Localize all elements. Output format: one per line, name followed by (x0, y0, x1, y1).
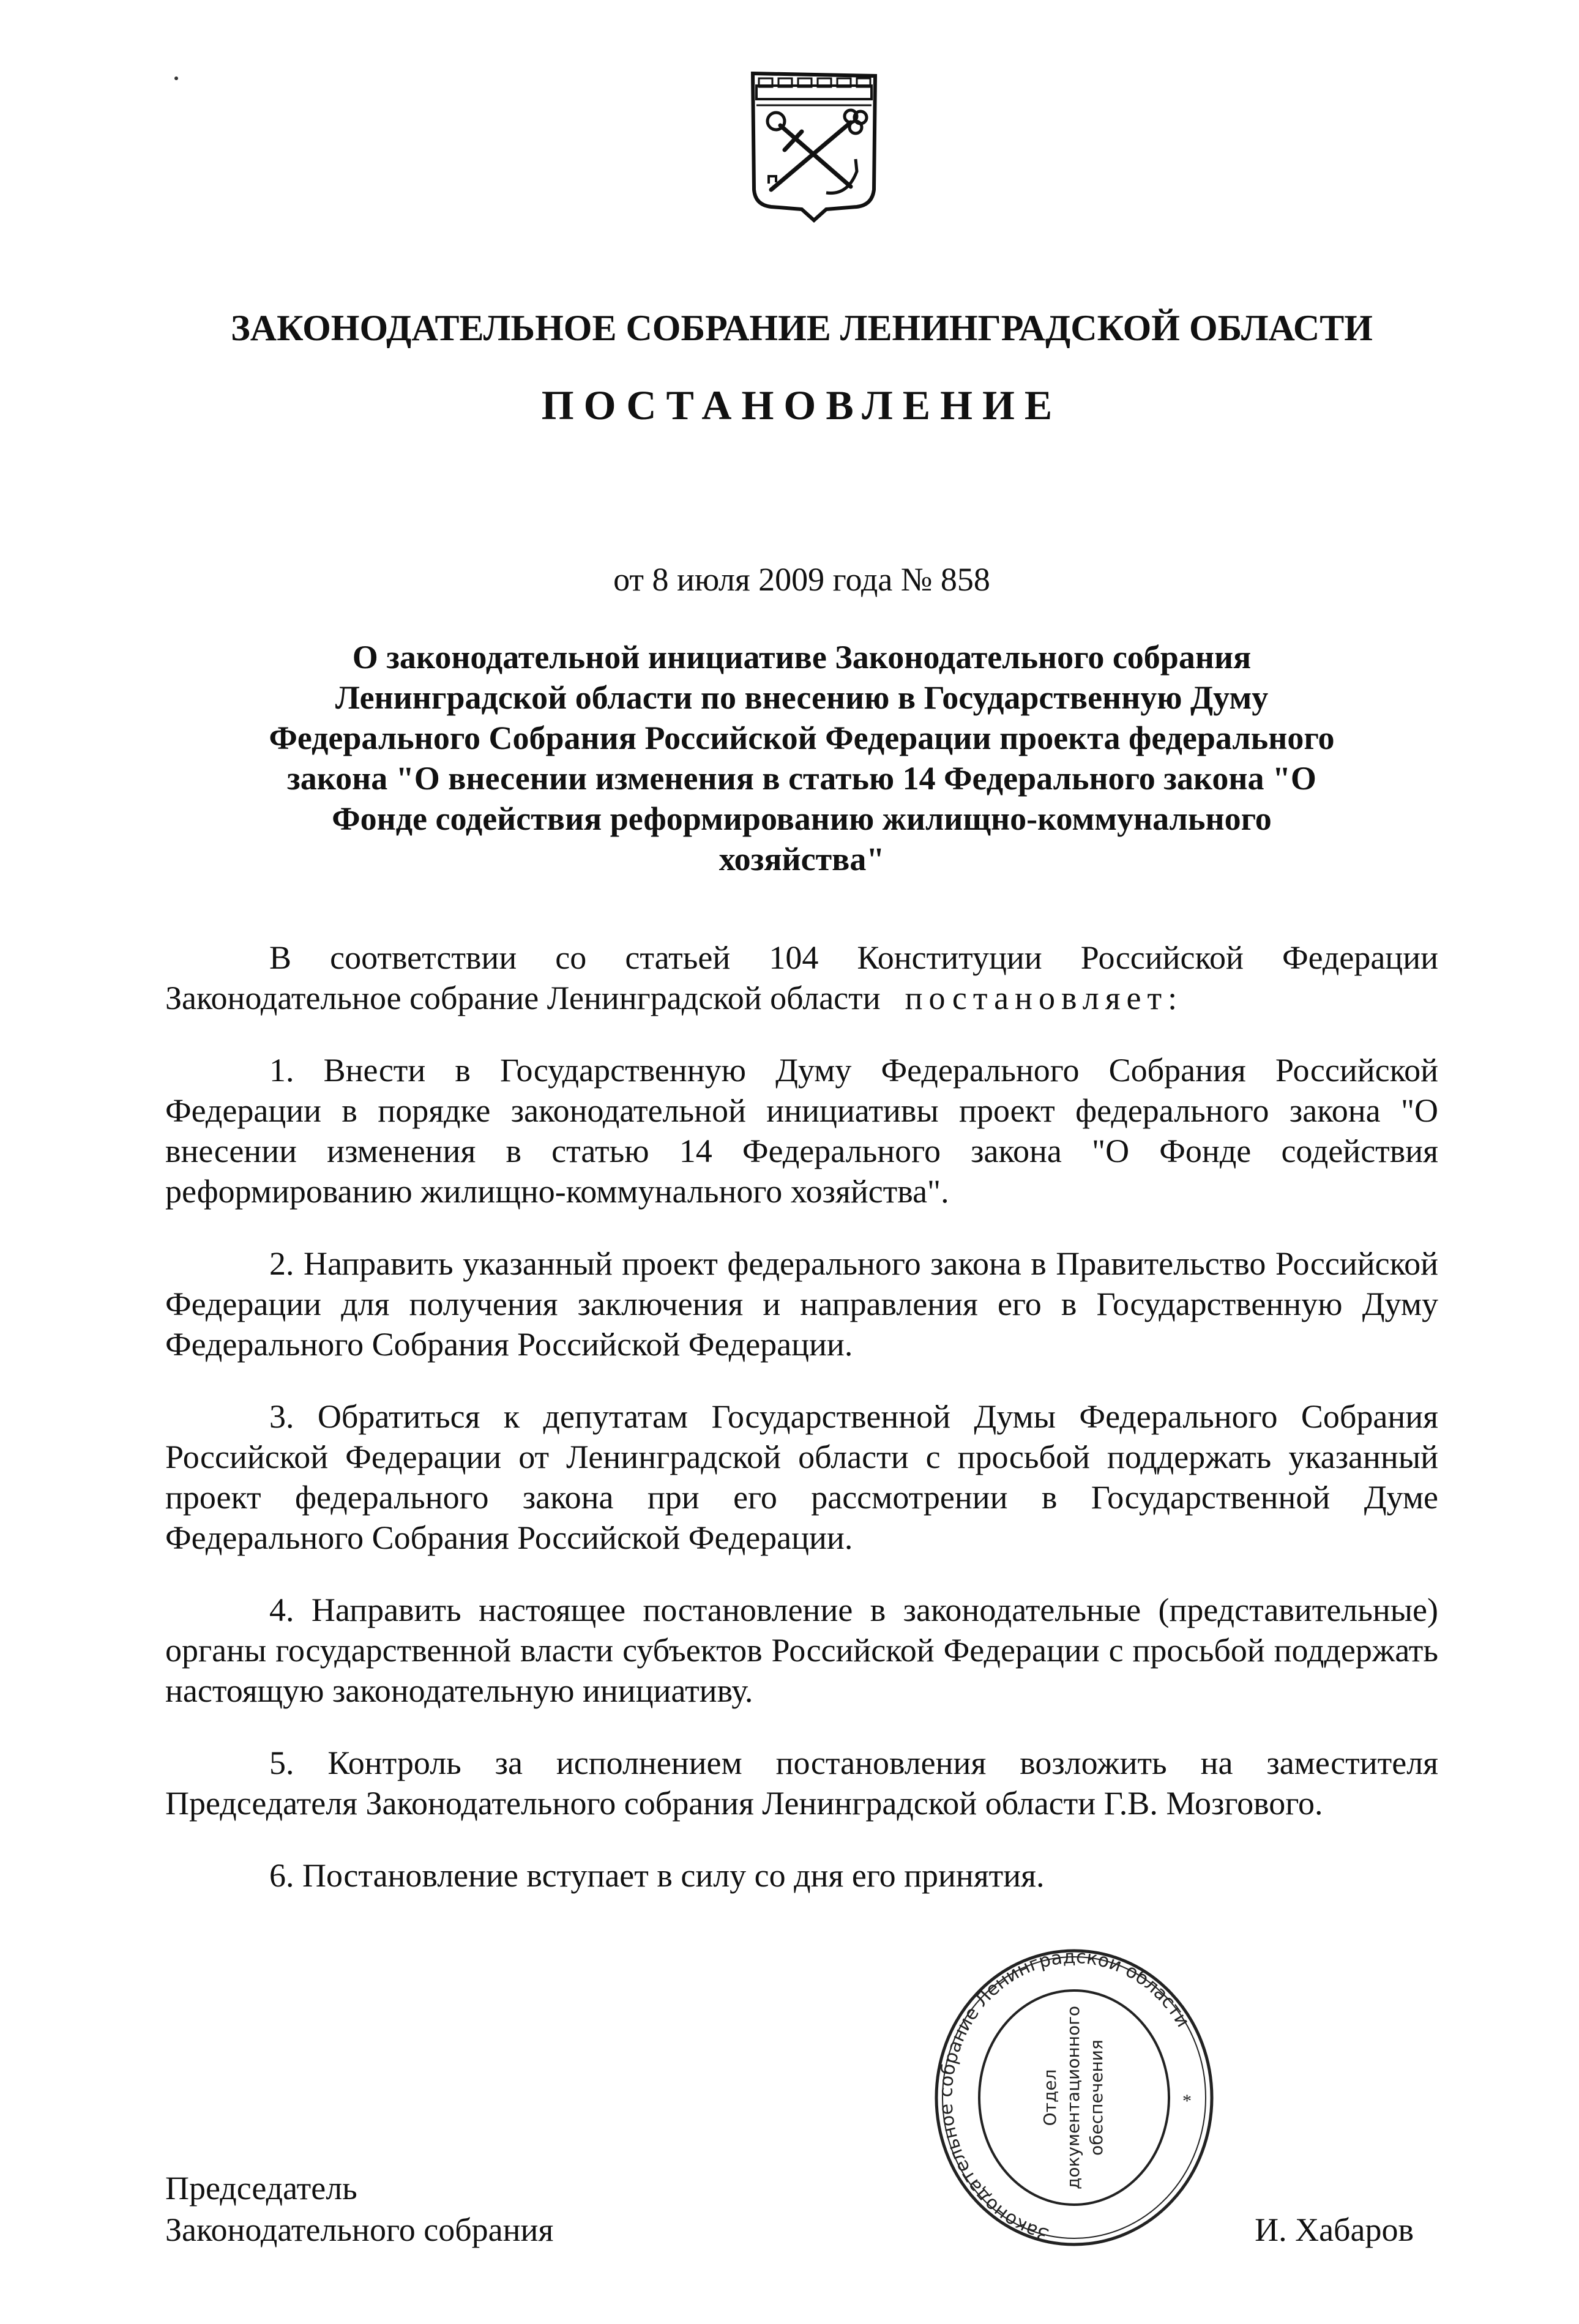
item-1 (165, 1050, 1438, 1212)
item-text: 6. Постановление вступает в силу со дня его принятия. (269, 1857, 1045, 1894)
stamp-inner-line-3: обеспечения (1086, 2039, 1107, 2156)
stamp-inner-line-1: Отдел (1040, 2069, 1061, 2126)
signatory-position (165, 2167, 553, 2251)
stamp-container (930, 1945, 1218, 2251)
scan-speck (174, 76, 178, 80)
document-title: О законодательной инициативе Законодательного собрания Ленинградской области по внесению в Государственную Думу Федерального Собрания Российской Федерации проекта федерального закона "О внесении изменения в статью 14 Федерального закона "О Фонде содействия реформированию жилищно-коммунального хозяйства" (269, 639, 1335, 878)
position-line-1: Председатель (165, 2170, 357, 2207)
preamble-text: В соответствии со статьей 104 Конституции Российской Федерации Законодательное собрание Ленинградской области (165, 939, 1438, 1017)
signatory-name: И. Хабаров (1255, 2211, 1414, 2249)
document-date-number: от 8 июля 2009 года № 858 (613, 561, 990, 598)
position-line-2: Законодательного собрания (165, 2211, 554, 2249)
coat-of-arms-emblem (747, 67, 881, 226)
preamble (165, 937, 1438, 1018)
item-text: 4. Направить настоящее постановление в законодательные (представительные) органы государственной власти субъектов Российской Федерации с просьбой поддержать настоящую законодательную инициативу. (165, 1592, 1438, 1710)
item-text: 1. Внести в Государственную Думу Федерального Собрания Российской Федерации в порядке законодательной инициативы проект федерального закона "О внесении изменения в статью 14 Федерального закона "О Фонде содействия реформированию жилищно-коммунального хозяйства". (165, 1052, 1438, 1210)
official-stamp (930, 1945, 1218, 2251)
organization-name: ЗАКОНОДАТЕЛЬНОЕ СОБРАНИЕ ЛЕНИНГРАДСКОЙ ОБЛАСТИ (231, 308, 1373, 348)
item-6 (165, 1855, 1438, 1896)
emblem-container (165, 67, 1438, 226)
item-5 (165, 1743, 1438, 1823)
stamp-outer-text: Законодательное собрание Ленинградской области (935, 1946, 1194, 2246)
item-3 (165, 1396, 1438, 1558)
item-4 (165, 1590, 1438, 1711)
stamp-star-icon: * (1182, 2091, 1192, 2112)
resolves-word: постановляет: (905, 980, 1184, 1017)
item-text: 2. Направить указанный проект федерального закона в Правительство Российской Федерации для получения заключения и направления его в Государственную Думу Федерального Собрания Российской Федерации. (165, 1245, 1438, 1363)
item-text: 3. Обратиться к депутатам Государственной Думы Федерального Собрания Российской Федерации от Ленинградской области с просьбой поддержать указанный проект федерального закона при его рассмотрении в Государственной Думе Федерального Собрания Российской Федерации. (165, 1398, 1438, 1557)
item-2 (165, 1243, 1438, 1365)
stamp-inner-line-2: документационного (1063, 2006, 1084, 2190)
signature-block (165, 1945, 1438, 2251)
document-type: ПОСТАНОВЛЕНИЕ (541, 382, 1062, 428)
item-text: 5. Контроль за исполнением постановления возложить на заместителя Председателя Законодательного собрания Ленинградской области Г.В. Мозгового. (165, 1745, 1438, 1822)
